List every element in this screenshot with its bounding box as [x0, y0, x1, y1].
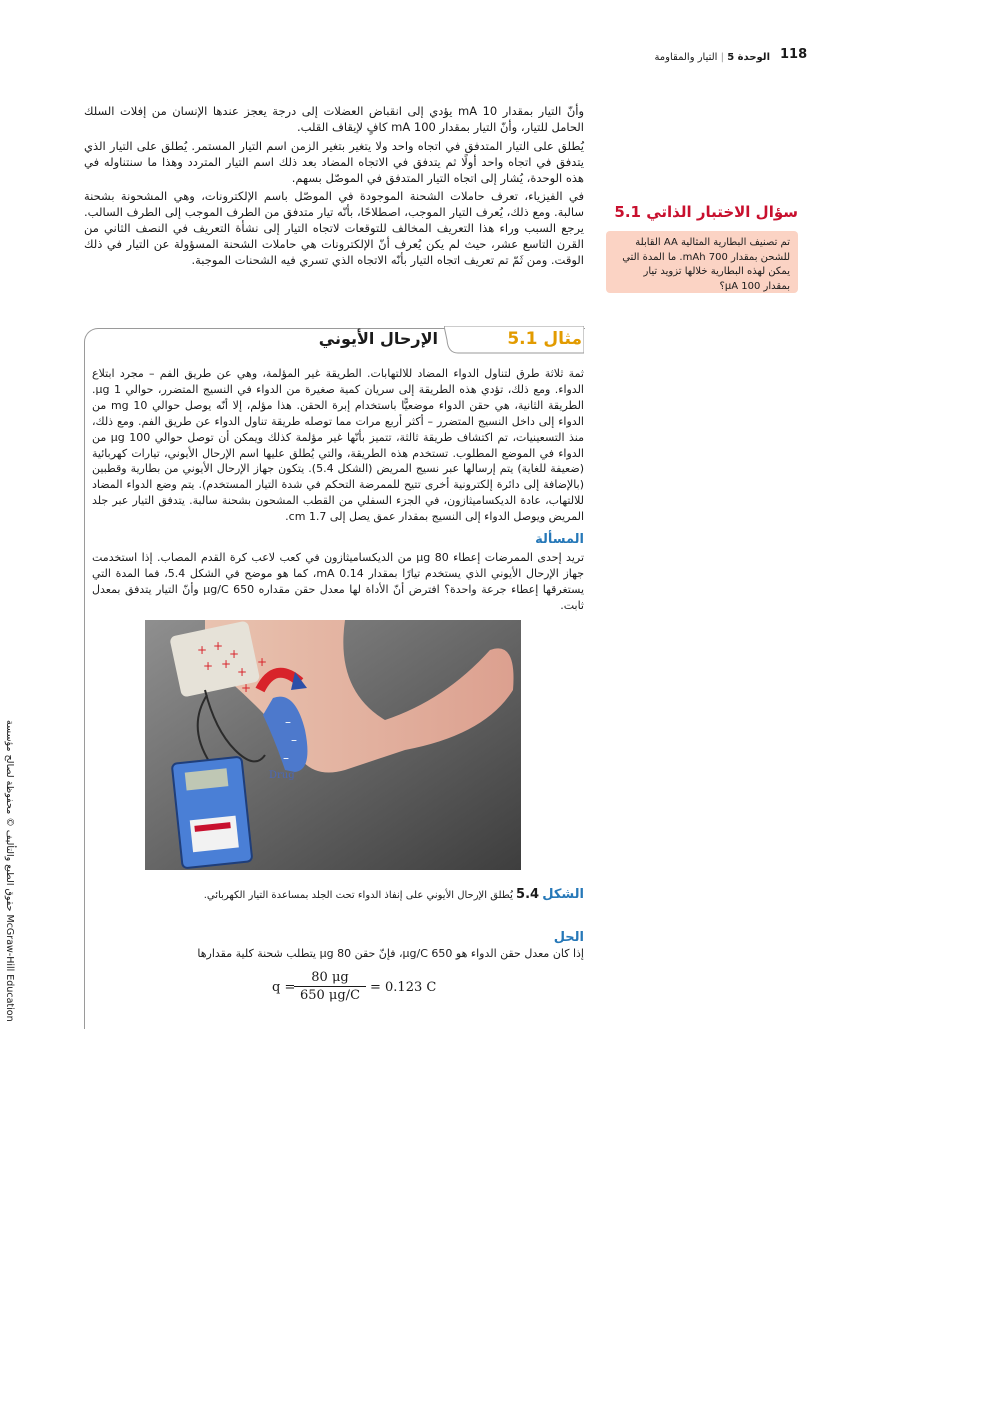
- svg-text:+: +: [229, 647, 240, 661]
- solution-text: إذا كان معدل حقن الدواء هو 650 μg/C، فإنّ حقن 80 μg يتطلب شحنة كلية مقدارها: [197, 947, 584, 960]
- unit-divider: |: [720, 52, 725, 63]
- example-intro: ثمة ثلاثة طرق لتناول الدواء المضاد للالتهابات. الطريقة غير المؤلمة، وهي عن طريق الفم – مجرد ابتلاع الدواء. ومع ذلك، تؤدي هذه الطريقة إلى سريان كمية صغيرة من الدواء في النسيج المتضرر، حوالي 1 μg. الطريقة الثانية، هي حقن الدواء موضعيًّا باستخدام إبرة الحقن. هذا مؤلم، إلا أنّه يوصل حوالي 10 mg من الدواء إلى داخل النسيج المتضرر – أكثر أربع مرات مما توصله طريقة تناول الدواء عن طريق الفم. ومع ذلك، منذ التسعينيات، تم اكتشاف طريقة ثالثة، تتميز بأنّها غير مؤلمة كذلك ويمكن أن توصل حوالي 100 μg من الدواء في الموضع المطلوب. تستخدم هذه الطريقة، والتي يُطلق عليها اسم الإرحال الأيوني، تيارات كهربائية (ضعيفة للغاية) يتم إرسالها عبر نسيج المريض (الشكل 5.4). يتكون جهاز الإرحال الأيوني من بطارية وقطبين (بالإضافة إلى دائرة إلكترونية أخرى تتيح للممرضة التحكم في شدة التيار المستخدم). يتم وضع الدواء المضاد للالتهاب، عادة الديكساميثازون، في الجزء السفلي من القطب المشحون بشحنة سالبة. يتدفق التيار عبر جلد المريض ويوصل الدواء إلى النسيج بمقدار عمق يصل إلى 1.7 cm.: [92, 367, 584, 524]
- running-header: [560, 52, 770, 63]
- svg-text:+: +: [203, 659, 214, 673]
- svg-text:+: +: [241, 681, 252, 695]
- body-paragraph-3: في الفيزياء، تعرف حاملات الشحنة الموجودة في الموصّل باسم الإلكترونات، وهي المشحونة بشحنة سالبة. ومع ذلك، يُعرف التيار الموجب، اصطلاحًا، بأنّه تيار متدفق من الطرف الموجب إلى الطرف السالب. يرجع السبب وراء هذا التعريف المخالف للتوقعات لاتجاه التيار إلى نشأة التعريف في النصف الثاني من القرن التاسع عشر، حيث لم يكن يُعرف أنّ الإلكترونات هي حاملات الشحنة المسؤولة عن التيار في ذلك الوقت. ومن ثَمّ تم تعريف اتجاه التيار بأنّه الاتجاه الذي تسري فيه الشحنات الموجبة.: [84, 189, 584, 267]
- self-test-title: سؤال الاختبار الذاتي 5.1: [614, 203, 798, 221]
- svg-text:+: +: [213, 639, 224, 653]
- figure-caption-text: يُطلق الإرحال الأيوني على إنفاذ الدواء تحت الجلد بمساعدة التيار الكهربائي.: [203, 890, 513, 901]
- unit-label: الوحدة 5: [727, 52, 770, 63]
- copyright-side-tab: [0, 720, 30, 1040]
- equation-rhs: = 0.123 C: [370, 980, 437, 995]
- problem-text: تريد إحدى الممرضات إعطاء 80 μg من الديكساميثازون في كعب لاعب كرة القدم المصاب. إذا استخدمت جهاز الإرحال الأيوني الذي يستخدم تيارًا بمقدار 0.14 mA، كما هو موضح في الشكل 5.4، فما المدة التي يستغرقها إعطاء جرعة واحدة؟ افترض أنّ الأداة لها معدل حقن مقداره 650 μg/C وأنّ التيار يتدفق بمعدل ثابت.: [92, 551, 585, 612]
- figure-number: 5.4: [516, 887, 540, 902]
- svg-text:+: +: [197, 643, 208, 657]
- copyright-text: حقوق الطبع والتأليف © محفوظة لصالح مؤسسة McGraw-Hill Education: [4, 720, 15, 1022]
- svg-text:+: +: [221, 657, 232, 671]
- equation-denominator: 650 μg/C: [299, 988, 361, 1003]
- page-number: 118: [780, 47, 808, 62]
- svg-text:+: +: [237, 665, 248, 679]
- iontophoresis-photo: [145, 620, 521, 870]
- figure-label: الشكل: [542, 887, 584, 902]
- svg-text:–: –: [291, 733, 297, 747]
- problem-heading: المسألة: [535, 532, 584, 547]
- example-title: الإرحال الأيوني: [318, 329, 438, 348]
- self-test-text: تم تصنيف البطارية المثالية AA القابلة للشحن بمقدار 700 mAh. ما المدة التي يمكن لهذه البطارية خلالها تزويد تيار بمقدار 100 μA؟: [622, 237, 790, 292]
- device-label: [190, 816, 239, 853]
- example-label: مثال 5.1: [507, 329, 582, 349]
- svg-text:–: –: [285, 715, 291, 729]
- svg-text:–: –: [283, 751, 289, 765]
- solution-heading: الحل: [553, 930, 584, 945]
- equation-numerator: 80 μg: [294, 970, 366, 987]
- svg-text:+: +: [257, 655, 268, 669]
- figure-caption: [180, 887, 584, 902]
- unit-title: التيار والمقاومة: [654, 52, 718, 63]
- equation-lhs: q =: [272, 980, 296, 995]
- charge-equation: [272, 970, 437, 1010]
- drug-label: Drug: [269, 770, 295, 781]
- equation-fraction: [294, 970, 366, 1003]
- body-paragraph-2: يُطلق على التيار المتدفق في اتجاه واحد ولا يتغير بتغير الزمن اسم التيار المستمر. يُطلق على التيار الذي يتدفق في اتجاه واحد أولًا ثم يتدفق في الاتجاه المضاد بعد ذلك اسم التيار المتردد وهذا ما سنتناوله في هذه الوحدة، يُشار إلى اتجاه التيار المتدفق في الموصّل بسهم.: [84, 139, 584, 185]
- body-paragraph-1: وأنّ التيار بمقدار 10 mA يؤدي إلى انقباض العضلات إلى درجة يعجز عندها الإنسان من إفلات السلك الحامل للتيار، وأنّ التيار بمقدار 100 mA كافٍ لإيقاف القلب.: [84, 104, 585, 134]
